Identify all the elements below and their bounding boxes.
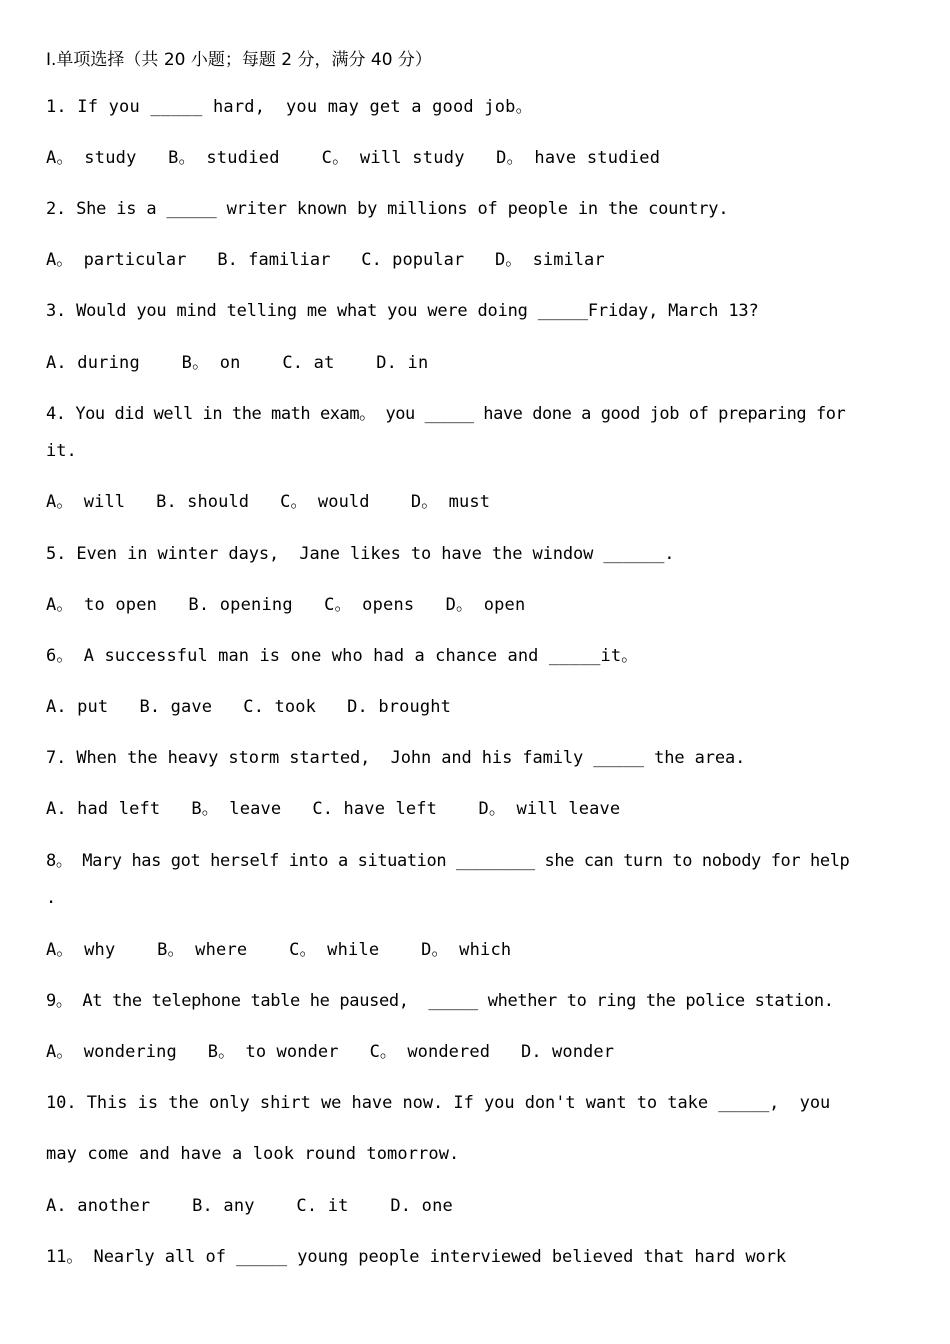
question-9-stem: 9。 At the telephone table he paused, _____ whether to ring the police station.	[46, 991, 834, 1011]
question-5-stem: 5. Even in winter days, Jane likes to have the window ______.	[46, 544, 675, 564]
question-10-stem: 10. This is the only shirt we have now. If you don't want to take _____, you	[46, 1093, 831, 1113]
question-10-stem-continued: may come and have a look round tomorrow.	[46, 1144, 460, 1164]
question-4-stem: 4. You did well in the math exam。 you _____ have done a good job of preparing for	[46, 404, 846, 424]
question-11-stem: 11。 Nearly all of _____ young people interviewed believed that hard work	[46, 1247, 787, 1267]
question-4-options: A。 will B. should C。 would D。 must	[46, 492, 491, 512]
question-7-stem: 7. When the heavy storm started, John and his family _____ the area.	[46, 748, 746, 768]
question-4-stem-continued: it.	[46, 441, 77, 461]
question-1-stem: 1. If you _____ hard, you may get a good job。	[46, 97, 533, 117]
question-5-options: A。 to open B. opening C。 opens D。 open	[46, 595, 526, 615]
question-6-stem: 6。 A successful man is one who had a chance and _____it。	[46, 646, 639, 666]
question-3-options: A. during B。 on C. at D. in	[46, 353, 429, 373]
question-2-stem: 2. She is a _____ writer known by millions of people in the country.	[46, 199, 729, 219]
question-8-stem-continued: .	[46, 888, 57, 908]
section-header: Ⅰ.单项选择（共 20 小题；每题 2 分，满分 40 分）	[46, 50, 432, 70]
question-1-options: A。 study B。 studied C。 will study D。 have studied	[46, 148, 661, 168]
question-8-options: A。 why B。 where C。 while D。 which	[46, 940, 512, 960]
question-10-options: A. another B. any C. it D. one	[46, 1196, 453, 1216]
question-9-options: A。 wondering B。 to wonder C。 wondered D. wonder	[46, 1042, 615, 1062]
question-8-stem: 8。 Mary has got herself into a situation ________ she can turn to nobody for help	[46, 851, 850, 871]
question-2-options: A。 particular B. familiar C. popular D。 similar	[46, 250, 605, 270]
question-7-options: A. had left B。 leave C. have left D。 will leave	[46, 799, 621, 819]
question-3-stem: 3. Would you mind telling me what you were doing _____Friday, March 13?	[46, 301, 759, 321]
question-6-options: A. put B. gave C. took D. brought	[46, 697, 452, 717]
